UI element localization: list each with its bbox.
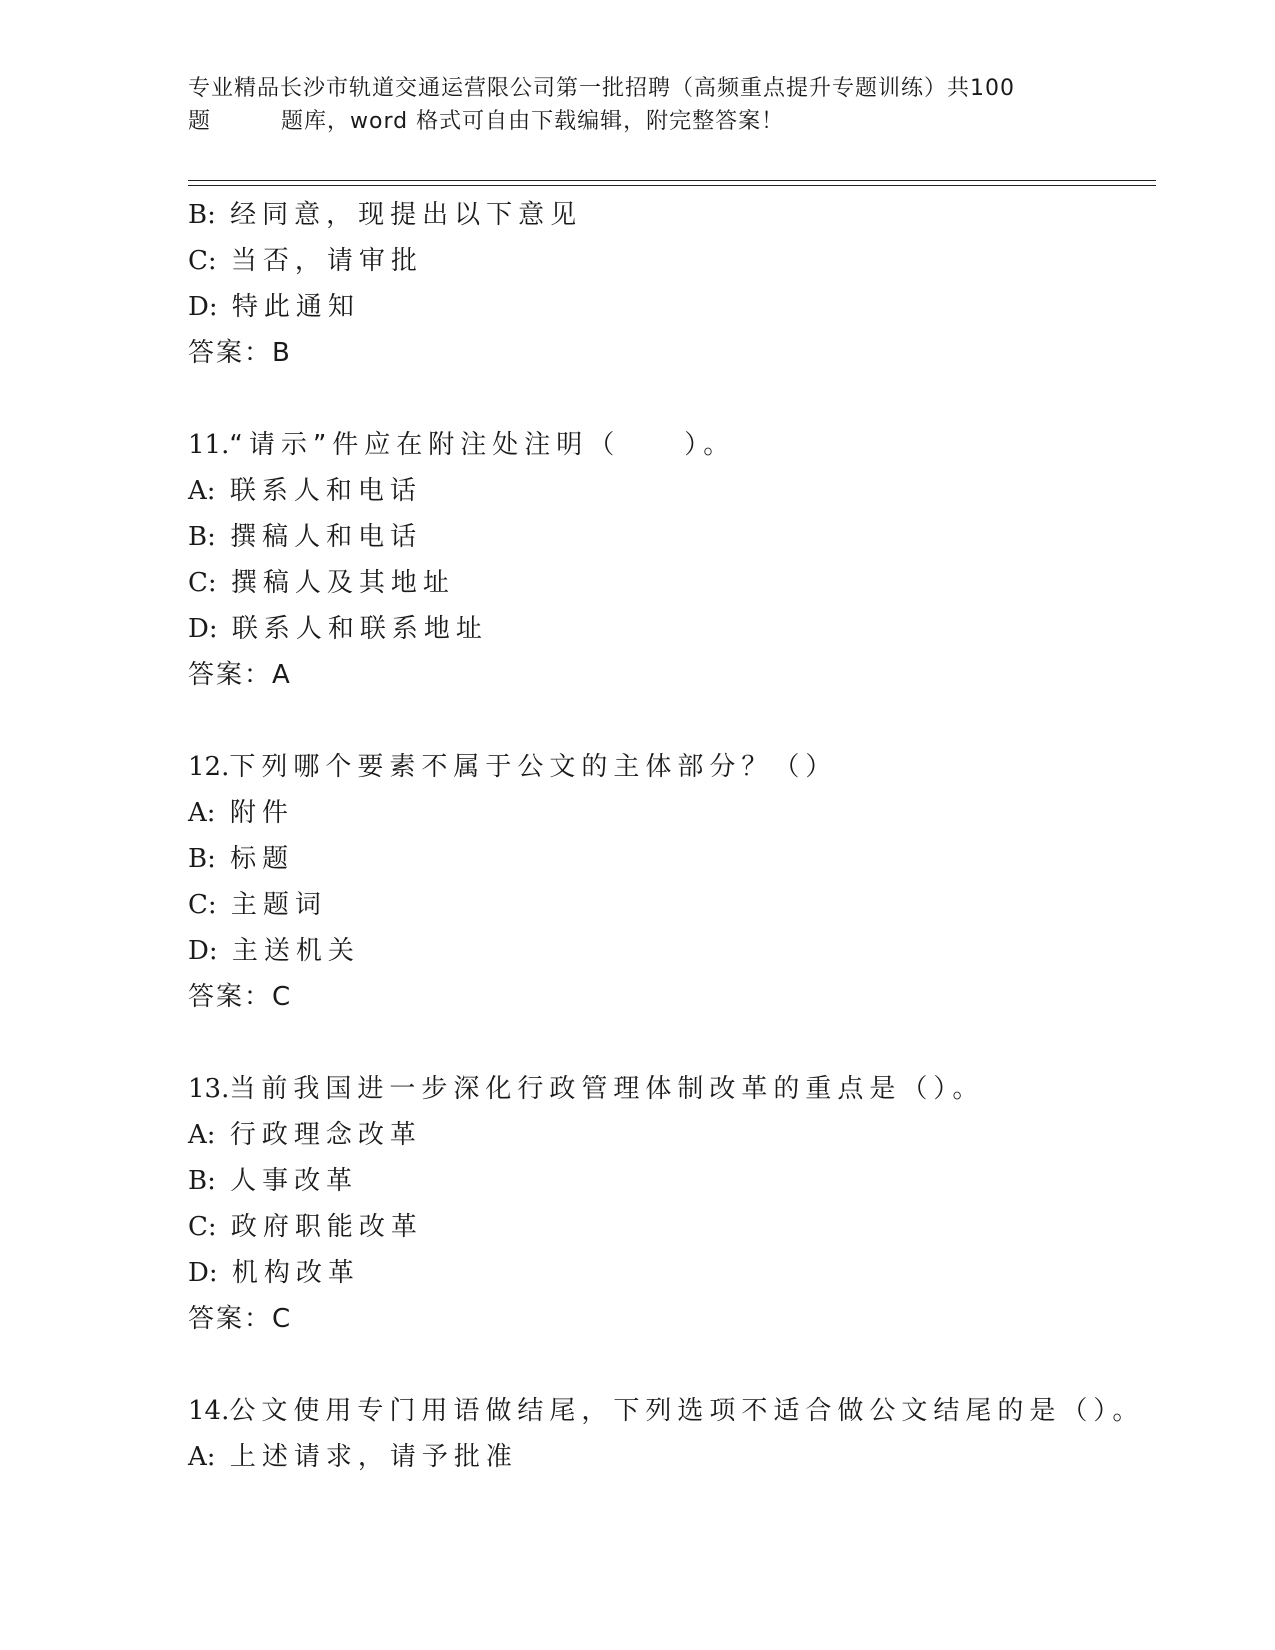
option-a: A: 行政理念改革 [188, 1120, 422, 1150]
option-a: A: 联系人和电话 [188, 476, 422, 506]
question-text: 11.“请示”件应在附注处注明（ ）。 [188, 430, 736, 460]
option-c: C: 主题词 [188, 890, 327, 920]
question-block-partial [188, 192, 1148, 376]
option-a: A: 上述请求，请予批准 [188, 1442, 518, 1472]
answer-line: 答案：B [188, 338, 292, 368]
option-d: D: 联系人和联系地址 [188, 614, 488, 644]
answer-line: 答案：C [188, 982, 293, 1012]
option-b: B: 经同意，现提出以下意见 [188, 200, 583, 230]
question-block-11 [188, 422, 1148, 698]
answer-line: 答案：A [188, 660, 292, 690]
question-block-14 [188, 1388, 1148, 1480]
question-text: 14.公文使用专门用语做结尾，下列选项不适合做公文结尾的是（）。 [188, 1396, 1145, 1426]
header-rule-bottom [188, 185, 1156, 186]
option-d: D: 主送机关 [188, 936, 360, 966]
option-b: B: 撰稿人和电话 [188, 522, 423, 552]
document-header [188, 72, 1098, 138]
option-c: C: 当否，请审批 [188, 246, 423, 276]
header-line-2-rest: 题库，word 格式可自由下载编辑，附完整答案！ [281, 109, 785, 134]
option-d: D: 机构改革 [188, 1258, 360, 1288]
option-d: D: 特此通知 [188, 292, 360, 322]
option-c: C: 撰稿人及其地址 [188, 568, 455, 598]
answer-line: 答案：C [188, 1304, 293, 1334]
option-a: A: 附件 [188, 798, 294, 828]
header-line-2 [188, 105, 1098, 138]
option-b: B: 标题 [188, 844, 295, 874]
question-block-12 [188, 744, 1148, 1020]
header-line-1: 专业精品长沙市轨道交通运营限公司第一批招聘（高频重点提升专题训练）共100 [188, 76, 1015, 101]
question-text: 13.当前我国进一步深化行政管理体制改革的重点是（）。 [188, 1074, 985, 1104]
header-line-2-start: 题 [188, 109, 212, 134]
question-block-13 [188, 1066, 1148, 1342]
option-b: B: 人事改革 [188, 1166, 359, 1196]
option-c: C: 政府职能改革 [188, 1212, 423, 1242]
question-text: 12.下列哪个要素不属于公文的主体部分？（） [188, 752, 838, 782]
document-body [188, 192, 1148, 1480]
header-rule-top [188, 180, 1156, 181]
